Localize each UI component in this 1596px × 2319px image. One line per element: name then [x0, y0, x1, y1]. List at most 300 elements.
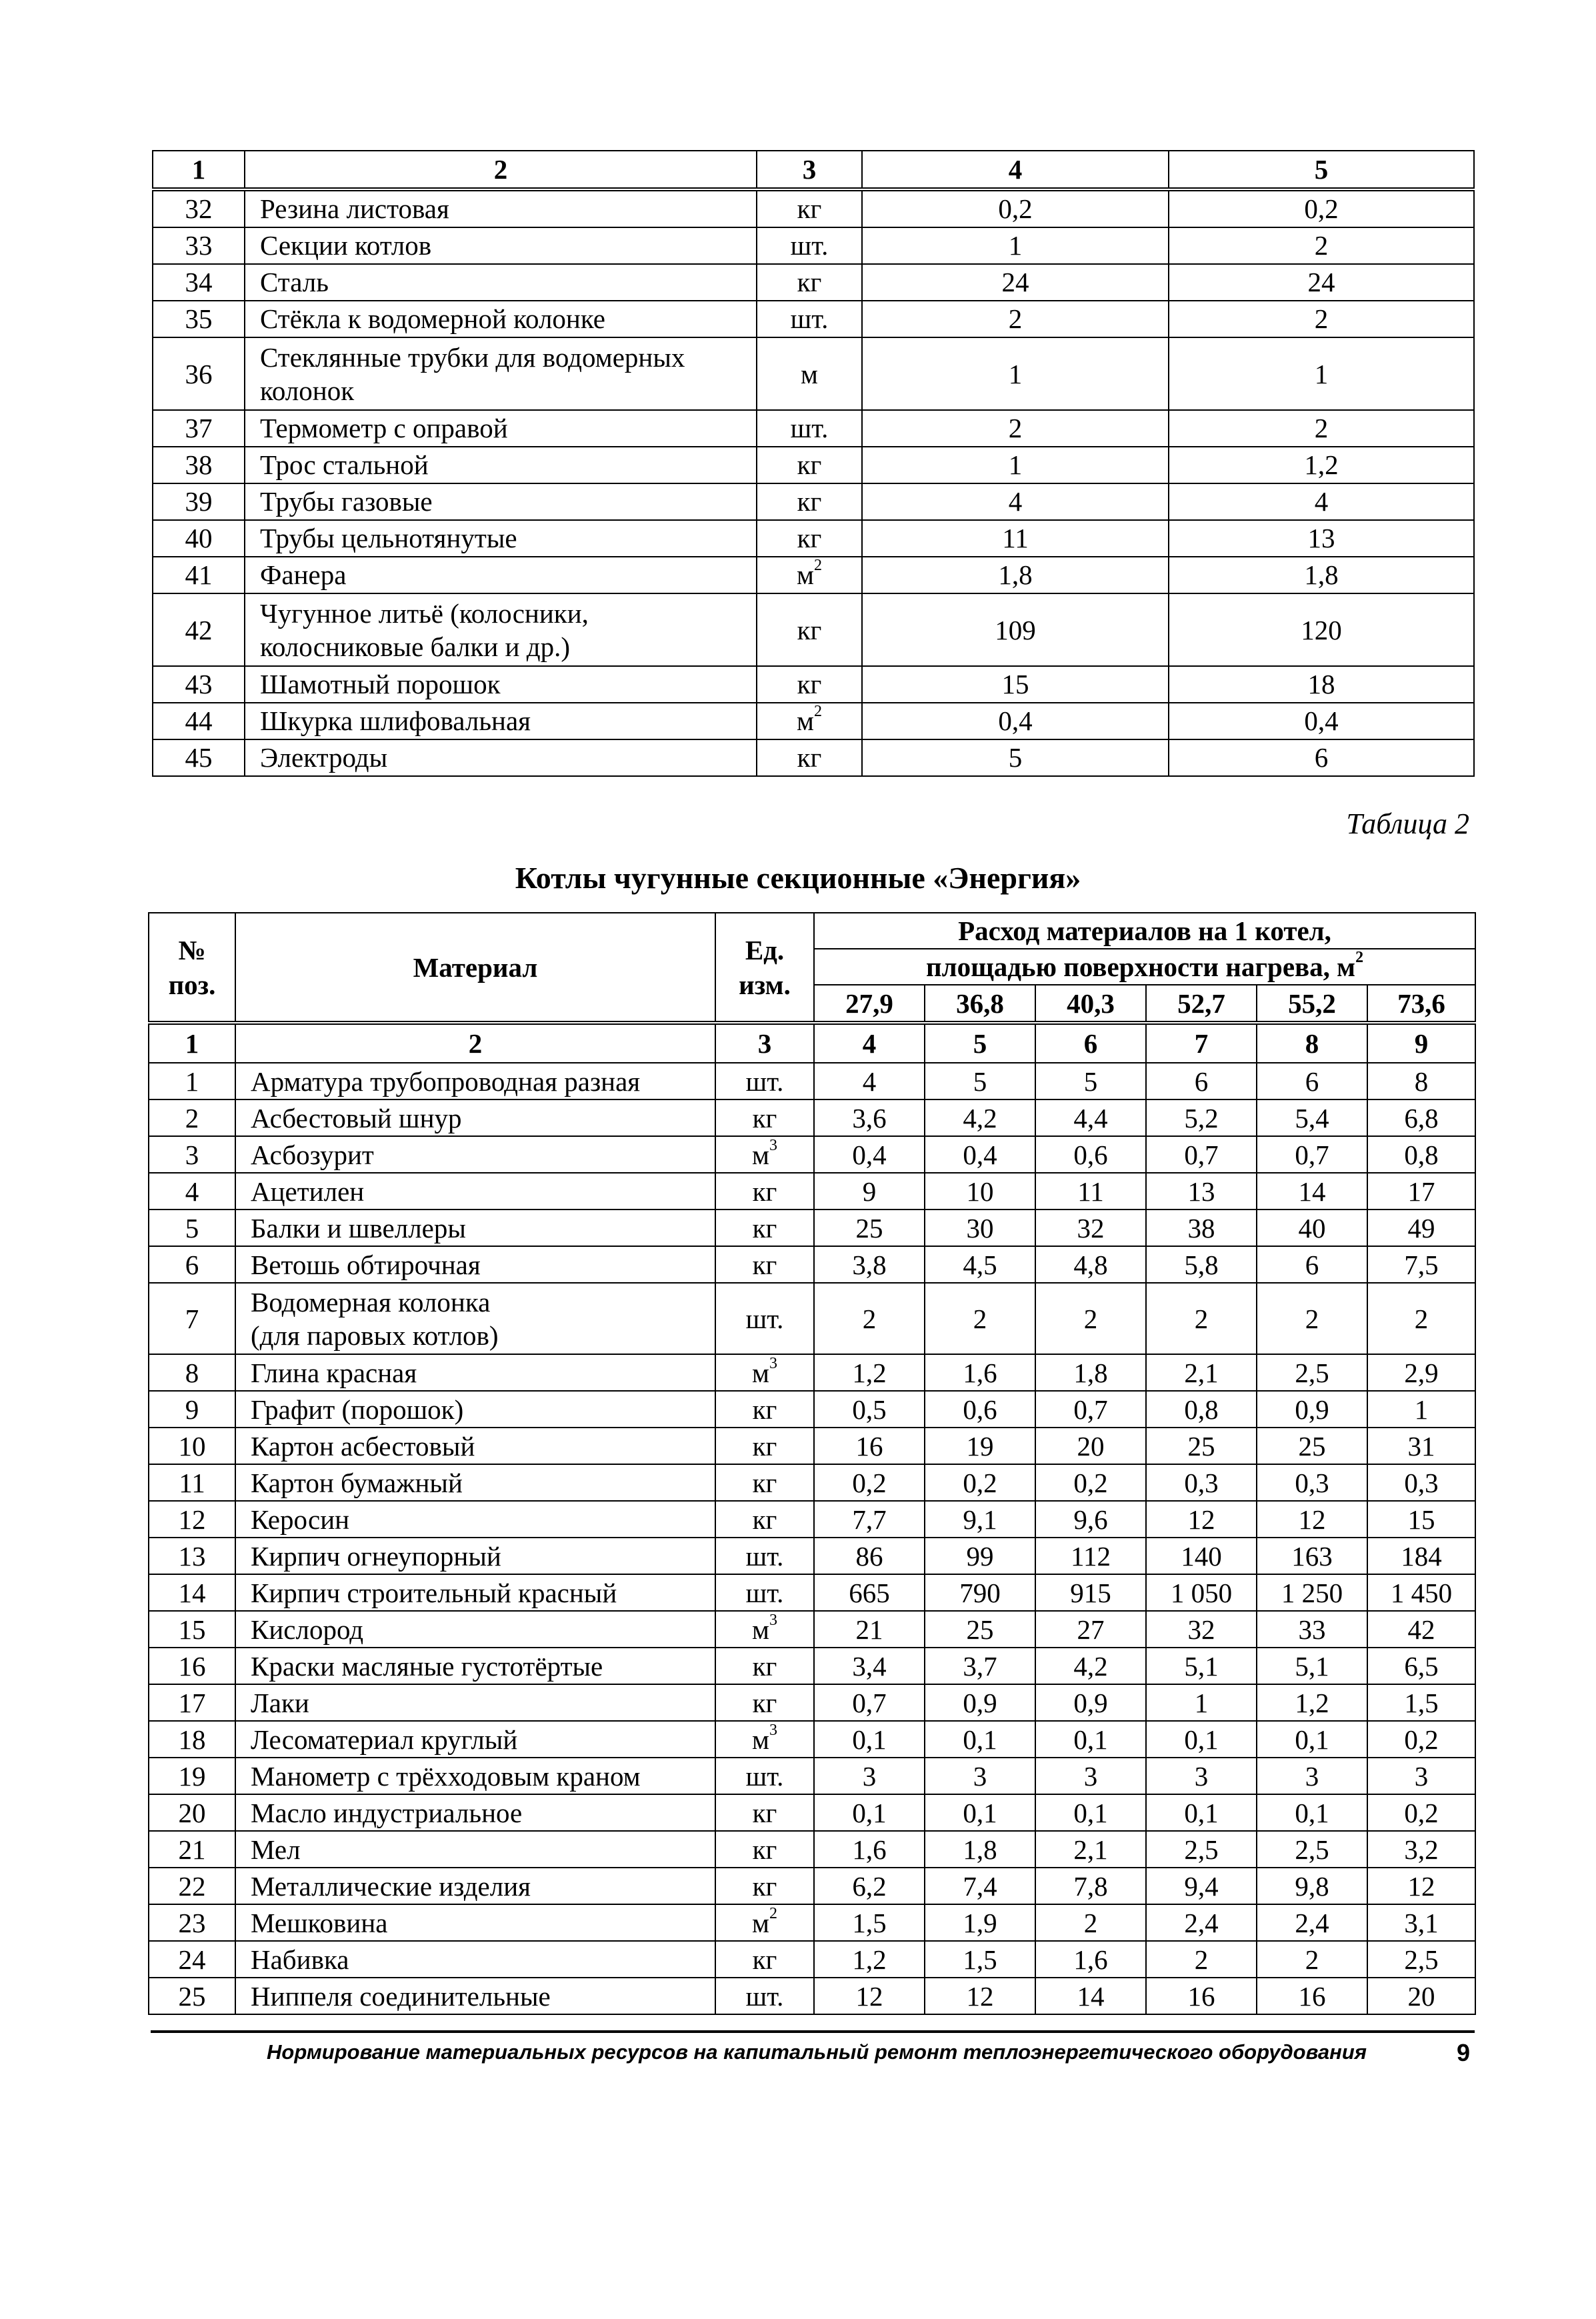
material-name	[235, 1099, 715, 1136]
table-row	[149, 1978, 1475, 2014]
quantity-cell: 112	[1035, 1538, 1146, 1574]
table-row	[149, 1354, 1475, 1391]
unit-cell	[715, 1794, 814, 1831]
unit-cell	[715, 1391, 814, 1428]
material-name-line: Графит (порошок)	[251, 1394, 464, 1425]
table-row	[153, 703, 1474, 739]
row-number: 37	[153, 410, 245, 447]
quantity-cell: 0,7	[814, 1684, 925, 1721]
quantity-cell: 6,2	[814, 1868, 925, 1904]
quantity-cell: 38	[1146, 1210, 1257, 1246]
quantity-cell: 0,2	[1367, 1794, 1475, 1831]
quantity-cell: 1 450	[1367, 1574, 1475, 1611]
material-name-line: Балки и швеллеры	[251, 1212, 466, 1244]
quantity-cell: 2	[1035, 1283, 1146, 1354]
material-name-line: Ниппеля соединительные	[251, 1980, 551, 2012]
row-number: 39	[153, 483, 245, 520]
row-number: 16	[149, 1648, 235, 1684]
unit-cell	[715, 1501, 814, 1538]
material-name-line: Картон бумажный	[251, 1467, 463, 1498]
quantity-cell: 1	[1367, 1391, 1475, 1428]
quantity-cell: 7,5	[1367, 1246, 1475, 1283]
row-number: 40	[153, 520, 245, 557]
material-name-line: Стёкла к водомерной колонке	[260, 303, 605, 334]
quantity-cell: 0,2	[862, 189, 1169, 227]
table-row	[153, 264, 1474, 301]
material-name	[245, 189, 757, 227]
quantity-cell: 30	[925, 1210, 1035, 1246]
unit-cell	[757, 337, 862, 410]
quantity-cell: 1	[1169, 337, 1474, 410]
row-number: 45	[153, 739, 245, 776]
quantity-cell: 2,9	[1367, 1354, 1475, 1391]
row-number: 35	[153, 301, 245, 337]
unit-exponent: 3	[769, 1611, 777, 1629]
material-name-line: Ацетилен	[251, 1176, 365, 1207]
unit-cell	[715, 1464, 814, 1501]
quantity-cell: 33	[1257, 1611, 1367, 1648]
quantity-cell: 3	[814, 1758, 925, 1794]
material-name-line: Кирпич огнеупорный	[251, 1540, 501, 1572]
table-row	[153, 301, 1474, 337]
quantity-cell: 31	[1367, 1428, 1475, 1464]
unit-text: кг	[797, 742, 822, 773]
unit-text: м	[801, 358, 818, 389]
material-name-line: Электроды	[260, 742, 388, 773]
quantity-cell: 2	[1035, 1904, 1146, 1941]
col-number: 5	[1169, 151, 1474, 189]
material-name-line: Фанера	[260, 559, 347, 590]
quantity-cell: 4	[814, 1063, 925, 1099]
unit-exponent: 2	[813, 557, 822, 574]
material-name-line: Водомерная колонка	[251, 1286, 491, 1318]
unit-cell	[715, 1648, 814, 1684]
material-name	[245, 593, 757, 666]
row-number: 25	[149, 1978, 235, 2014]
quantity-cell: 16	[814, 1428, 925, 1464]
quantity-cell: 0,9	[1035, 1684, 1146, 1721]
table-row	[149, 1391, 1475, 1428]
quantity-cell: 2	[925, 1283, 1035, 1354]
table-row	[153, 337, 1474, 410]
table1-column-numbers	[153, 151, 1474, 189]
area-header-text: площадью поверхности нагрева, м	[925, 951, 1356, 982]
quantity-cell: 25	[925, 1611, 1035, 1648]
unit-cell	[715, 1831, 814, 1868]
unit-cell	[757, 189, 862, 227]
quantity-cell: 5,8	[1146, 1246, 1257, 1283]
quantity-cell: 3,2	[1367, 1831, 1475, 1868]
quantity-cell: 18	[1169, 666, 1474, 703]
materials-table-continued	[152, 150, 1475, 777]
row-number: 33	[153, 227, 245, 264]
quantity-cell: 3	[1035, 1758, 1146, 1794]
quantity-cell: 3,4	[814, 1648, 925, 1684]
table-label: Таблица 2	[1346, 807, 1469, 840]
material-name	[245, 739, 757, 776]
table-row	[149, 1173, 1475, 1210]
material-name-line: Стеклянные трубки для водомерных	[260, 341, 685, 373]
unit-cell	[715, 1354, 814, 1391]
table-row	[149, 1758, 1475, 1794]
quantity-cell: 7,4	[925, 1868, 1035, 1904]
quantity-cell: 915	[1035, 1574, 1146, 1611]
row-number: 18	[149, 1721, 235, 1758]
material-name-line: Мел	[251, 1834, 301, 1865]
material-name-line: Трос стальной	[260, 449, 429, 480]
quantity-cell: 2,5	[1146, 1831, 1257, 1868]
material-name	[235, 1428, 715, 1464]
quantity-cell: 42	[1367, 1611, 1475, 1648]
col-number: 3	[715, 1023, 814, 1063]
unit-text: кг	[752, 1212, 777, 1244]
area-header-sup: 2	[1355, 949, 1364, 966]
unit-cell	[757, 520, 862, 557]
table-row	[153, 739, 1474, 776]
area-value: 36,8	[925, 985, 1035, 1023]
quantity-cell: 1,6	[814, 1831, 925, 1868]
quantity-cell: 0,1	[925, 1721, 1035, 1758]
quantity-cell: 13	[1146, 1173, 1257, 1210]
row-number: 43	[153, 666, 245, 703]
material-name	[235, 1831, 715, 1868]
quantity-cell: 0,3	[1146, 1464, 1257, 1501]
unit-header-line2: изм.	[739, 969, 791, 1000]
quantity-cell: 0,1	[1035, 1794, 1146, 1831]
material-name-line: Кирпич строительный красный	[251, 1577, 617, 1608]
table-row	[153, 227, 1474, 264]
unit-text: шт.	[745, 1760, 784, 1792]
quantity-cell: 0,1	[1257, 1721, 1367, 1758]
unit-cell	[715, 1941, 814, 1978]
row-number: 6	[149, 1246, 235, 1283]
quantity-cell: 9,4	[1146, 1868, 1257, 1904]
quantity-cell: 184	[1367, 1538, 1475, 1574]
quantity-cell: 0,6	[1035, 1136, 1146, 1173]
material-name-line: Металлические изделия	[251, 1870, 531, 1902]
quantity-cell: 0,9	[1257, 1391, 1367, 1428]
quantity-cell: 4,2	[925, 1099, 1035, 1136]
quantity-cell: 2,5	[1257, 1354, 1367, 1391]
material-name-line: Масло индустриальное	[251, 1797, 523, 1828]
material-name-line: колонок	[260, 375, 355, 406]
quantity-cell: 665	[814, 1574, 925, 1611]
row-number: 9	[149, 1391, 235, 1428]
quantity-cell: 0,8	[1146, 1391, 1257, 1428]
material-name	[235, 1574, 715, 1611]
quantity-cell: 1	[862, 337, 1169, 410]
col-number: 4	[814, 1023, 925, 1063]
quantity-cell: 1,6	[925, 1354, 1035, 1391]
row-number: 4	[149, 1173, 235, 1210]
quantity-cell: 16	[1146, 1978, 1257, 2014]
row-number: 11	[149, 1464, 235, 1501]
material-name	[235, 1758, 715, 1794]
material-name	[245, 557, 757, 593]
material-name-line: Кислород	[251, 1614, 364, 1645]
table-row	[149, 1501, 1475, 1538]
unit-text: кг	[752, 1249, 777, 1280]
row-number: 21	[149, 1831, 235, 1868]
quantity-cell: 11	[1035, 1173, 1146, 1210]
quantity-cell: 0,2	[1367, 1721, 1475, 1758]
row-number: 12	[149, 1501, 235, 1538]
quantity-cell: 13	[1169, 520, 1474, 557]
area-value: 52,7	[1146, 985, 1257, 1023]
material-name-line: Краски масляные густотёртые	[251, 1650, 603, 1682]
material-name-line: Манометр с трёхходовым краном	[251, 1760, 641, 1792]
material-name-line: Трубы газовые	[260, 486, 433, 517]
table-row	[149, 1794, 1475, 1831]
quantity-cell: 3,6	[814, 1099, 925, 1136]
table-row	[153, 189, 1474, 227]
area-value: 73,6	[1367, 985, 1475, 1023]
unit-text: кг	[752, 1102, 777, 1133]
unit-cell	[715, 1868, 814, 1904]
quantity-cell: 12	[925, 1978, 1035, 2014]
quantity-cell: 17	[1367, 1173, 1475, 1210]
material-name-line: Керосин	[251, 1504, 350, 1535]
col-number: 2	[245, 151, 757, 189]
quantity-cell: 49	[1367, 1210, 1475, 1246]
unit-text: кг	[752, 1467, 777, 1498]
unit-cell	[715, 1611, 814, 1648]
quantity-cell: 12	[814, 1978, 925, 2014]
unit-cell	[715, 1684, 814, 1721]
quantity-cell: 2	[1146, 1283, 1257, 1354]
unit-exponent: 2	[813, 703, 822, 720]
material-name-line: Шкурка шлифовальная	[260, 705, 531, 736]
quantity-cell: 0,4	[1169, 703, 1474, 739]
unit-header	[715, 913, 814, 1023]
unit-text: шт.	[745, 1980, 784, 2012]
material-name-line: Шамотный порошок	[260, 669, 501, 699]
row-number: 19	[149, 1758, 235, 1794]
quantity-cell: 0,1	[1257, 1794, 1367, 1831]
table-title: Котлы чугунные секционные «Энергия»	[515, 861, 1081, 895]
material-name	[245, 227, 757, 264]
quantity-cell: 0,2	[814, 1464, 925, 1501]
quantity-cell: 3	[1367, 1758, 1475, 1794]
material-name	[235, 1538, 715, 1574]
quantity-cell: 1,2	[814, 1941, 925, 1978]
table-row	[153, 557, 1474, 593]
col-number: 1	[149, 1023, 235, 1063]
unit-text: кг	[752, 1944, 777, 1975]
unit-text: кг	[797, 614, 822, 645]
unit-header-line1: Ед.	[745, 934, 785, 965]
unit-text: кг	[752, 1834, 777, 1865]
quantity-cell: 0,3	[1367, 1464, 1475, 1501]
table-row	[149, 1428, 1475, 1464]
table-row	[149, 1063, 1475, 1099]
unit-cell	[757, 264, 862, 301]
unit-text: кг	[752, 1394, 777, 1425]
quantity-cell: 6,5	[1367, 1648, 1475, 1684]
table-row	[149, 1283, 1475, 1354]
quantity-cell: 7,8	[1035, 1868, 1146, 1904]
row-number: 36	[153, 337, 245, 410]
quantity-cell: 1,8	[862, 557, 1169, 593]
quantity-cell: 2,4	[1257, 1904, 1367, 1941]
quantity-cell: 0,9	[925, 1684, 1035, 1721]
unit-cell	[757, 739, 862, 776]
area-value: 55,2	[1257, 985, 1367, 1023]
material-name-line: Асбестовый шнур	[251, 1102, 462, 1133]
quantity-cell: 2	[862, 410, 1169, 447]
unit-exponent: 3	[769, 1136, 777, 1154]
quantity-cell: 163	[1257, 1538, 1367, 1574]
quantity-cell: 4,5	[925, 1246, 1035, 1283]
material-name-line: Асбозурит	[251, 1139, 374, 1170]
row-number: 13	[149, 1538, 235, 1574]
material-name	[245, 520, 757, 557]
row-number: 23	[149, 1904, 235, 1941]
row-number: 34	[153, 264, 245, 301]
quantity-cell: 2	[1257, 1283, 1367, 1354]
unit-cell	[715, 1099, 814, 1136]
quantity-cell: 0,2	[1169, 189, 1474, 227]
material-name	[245, 447, 757, 483]
unit-cell	[757, 666, 862, 703]
quantity-cell: 12	[1146, 1501, 1257, 1538]
material-name	[235, 1904, 715, 1941]
unit-text: кг	[797, 523, 822, 553]
table-row	[149, 1611, 1475, 1648]
quantity-cell: 3	[925, 1758, 1035, 1794]
quantity-cell: 0,5	[814, 1391, 925, 1428]
quantity-cell: 0,7	[1035, 1391, 1146, 1428]
quantity-cell: 20	[1035, 1428, 1146, 1464]
material-name-line: Сталь	[260, 267, 329, 297]
area-value: 27,9	[814, 985, 925, 1023]
quantity-cell: 4	[862, 483, 1169, 520]
quantity-cell: 1,5	[814, 1904, 925, 1941]
row-number: 42	[153, 593, 245, 666]
quantity-cell: 86	[814, 1538, 925, 1574]
quantity-cell: 25	[1146, 1428, 1257, 1464]
quantity-cell: 0,2	[1035, 1464, 1146, 1501]
quantity-cell: 0,3	[1257, 1464, 1367, 1501]
quantity-cell: 15	[862, 666, 1169, 703]
unit-cell	[715, 1758, 814, 1794]
material-name	[235, 1063, 715, 1099]
table-row	[153, 593, 1474, 666]
quantity-cell: 2	[1169, 301, 1474, 337]
quantity-cell: 99	[925, 1538, 1035, 1574]
material-name	[245, 337, 757, 410]
quantity-cell: 6	[1257, 1063, 1367, 1099]
quantity-cell: 2	[1257, 1941, 1367, 1978]
quantity-cell: 32	[1035, 1210, 1146, 1246]
table-row	[149, 1941, 1475, 1978]
material-name-line: Мешковина	[251, 1907, 388, 1938]
quantity-cell: 5,2	[1146, 1099, 1257, 1136]
table-row	[149, 1246, 1475, 1283]
table-row	[149, 1574, 1475, 1611]
material-name	[235, 1868, 715, 1904]
quantity-cell: 3,1	[1367, 1904, 1475, 1941]
col-number: 3	[757, 151, 862, 189]
quantity-cell: 8	[1367, 1063, 1475, 1099]
area-value: 40,3	[1035, 985, 1146, 1023]
row-number: 44	[153, 703, 245, 739]
unit-cell	[715, 1173, 814, 1210]
unit-cell	[715, 1721, 814, 1758]
material-name	[235, 1978, 715, 2014]
col-number: 2	[235, 1023, 715, 1063]
unit-text: шт.	[790, 230, 829, 261]
quantity-cell: 5,4	[1257, 1099, 1367, 1136]
unit-cell	[757, 447, 862, 483]
quantity-cell: 2,4	[1146, 1904, 1257, 1941]
quantity-cell: 10	[925, 1173, 1035, 1210]
footer-divider	[151, 2030, 1475, 2033]
quantity-cell: 1,5	[925, 1941, 1035, 1978]
row-number: 1	[149, 1063, 235, 1099]
row-number: 7	[149, 1283, 235, 1354]
quantity-cell: 2,5	[1367, 1941, 1475, 1978]
quantity-cell: 1 250	[1257, 1574, 1367, 1611]
material-name-line: Резина листовая	[260, 193, 449, 224]
quantity-cell: 1	[862, 227, 1169, 264]
quantity-cell: 0,1	[1146, 1721, 1257, 1758]
quantity-cell: 0,4	[814, 1136, 925, 1173]
quantity-cell: 15	[1367, 1501, 1475, 1538]
unit-cell	[715, 1904, 814, 1941]
material-name	[245, 666, 757, 703]
row-number: 20	[149, 1794, 235, 1831]
material-name-line: Трубы цельнотянутые	[260, 523, 517, 553]
table-row	[149, 1648, 1475, 1684]
row-number: 17	[149, 1684, 235, 1721]
col-number: 6	[1035, 1023, 1146, 1063]
quantity-cell: 5	[862, 739, 1169, 776]
material-name	[245, 301, 757, 337]
material-name-line: Ветошь обтирочная	[251, 1249, 481, 1280]
quantity-cell: 0,6	[925, 1391, 1035, 1428]
row-number: 2	[149, 1099, 235, 1136]
unit-text: кг	[797, 669, 822, 699]
table-row	[149, 1136, 1475, 1173]
row-number: 41	[153, 557, 245, 593]
material-name	[245, 410, 757, 447]
material-name	[235, 1246, 715, 1283]
unit-cell	[715, 1538, 814, 1574]
material-name	[235, 1684, 715, 1721]
quantity-cell: 4	[1169, 483, 1474, 520]
quantity-cell: 2,1	[1146, 1354, 1257, 1391]
material-name-line: Глина красная	[251, 1357, 417, 1388]
material-header: Материал	[235, 913, 715, 1023]
unit-text: кг	[797, 449, 822, 480]
unit-text: м	[752, 1614, 769, 1645]
unit-cell	[757, 593, 862, 666]
quantity-cell: 2,1	[1035, 1831, 1146, 1868]
quantity-cell: 3,7	[925, 1648, 1035, 1684]
row-number: 22	[149, 1868, 235, 1904]
unit-cell	[715, 1283, 814, 1354]
quantity-cell: 24	[862, 264, 1169, 301]
quantity-cell: 32	[1146, 1611, 1257, 1648]
unit-cell	[715, 1246, 814, 1283]
table-row	[149, 1099, 1475, 1136]
unit-text: м	[797, 559, 814, 590]
quantity-cell: 6,8	[1367, 1099, 1475, 1136]
quantity-cell: 16	[1257, 1978, 1367, 2014]
quantity-cell: 0,1	[925, 1794, 1035, 1831]
unit-text: м	[752, 1357, 769, 1388]
